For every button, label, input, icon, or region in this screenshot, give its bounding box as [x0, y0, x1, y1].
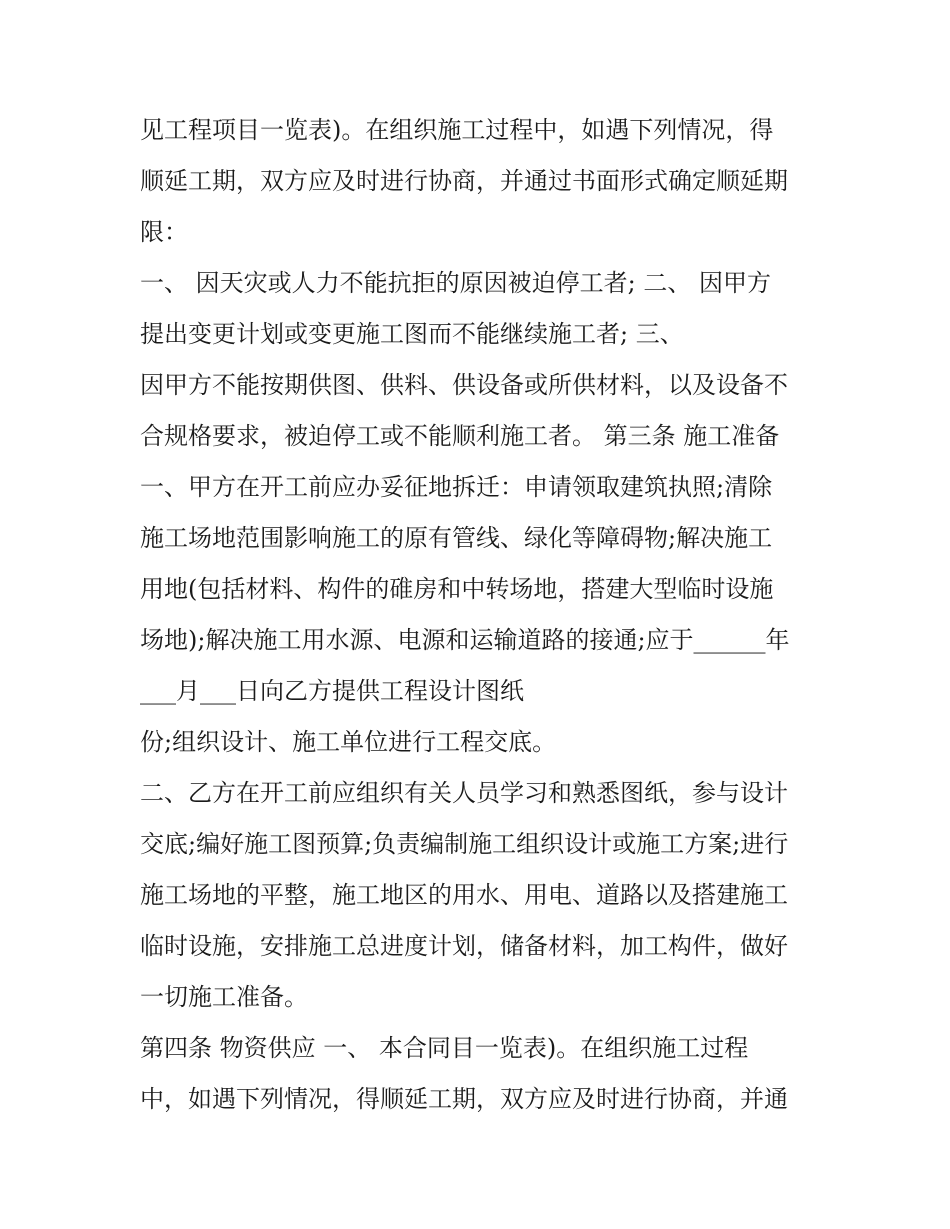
text-line: 合规格要求，被迫停工或不能顺利施工者。 第三条 施工准备: [140, 422, 780, 450]
text-line: 交底;编好施工图预算;负责编制施工组织设计或施工方案;进行: [140, 830, 789, 858]
text-line: 用地(包括材料、构件的碓房和中转场地，搭建大型临时设施: [140, 575, 774, 603]
text-line: 施工场地范围影响施工的原有管线、绿化等障碍物;解决施工: [140, 524, 773, 552]
text-line: 一、甲方在开工前应办妥征地拆迁：申请领取建筑执照;清除: [140, 473, 773, 501]
text-line: 见工程项目一览表)。在组织施工过程中，如遇下列情况，得: [140, 116, 774, 144]
text-line: 中，如遇下列情况，得顺延工期，双方应及时进行协商，并通: [140, 1085, 788, 1113]
text-line: 一切施工准备。: [140, 983, 308, 1011]
text-line: 施工场地的平整，施工地区的用水、用电、道路以及搭建施工: [140, 881, 788, 909]
text-line: 一、 因天灾或人力不能抗拒的原因被迫停工者; 二、 因甲方: [140, 269, 771, 297]
text-line: 提出变更计划或变更施工图而不能继续施工者; 三、: [140, 320, 684, 348]
text-line: 限：: [140, 218, 188, 246]
text-line: 场地);解决施工用水源、电源和运输道路的接通;应于______年: [140, 626, 790, 654]
text-line: 顺延工期，双方应及时进行协商，并通过书面形式确定顺延期: [140, 167, 788, 195]
text-line: ___月___日向乙方提供工程设计图纸: [140, 677, 524, 705]
text-line: 临时设施，安排施工总进度计划，储备材料，加工构件，做好: [140, 932, 788, 960]
text-line: 因甲方不能按期供图、供料、供设备或所供材料，以及设备不: [140, 371, 788, 399]
text-line: 二、乙方在开工前应组织有关人员学习和熟悉图纸，参与设计: [140, 779, 788, 807]
text-line: 份;组织设计、施工单位进行工程交底。: [140, 728, 557, 756]
text-line: 第四条 物资供应 一、 本合同目一览表)。在组织施工过程: [140, 1034, 749, 1062]
